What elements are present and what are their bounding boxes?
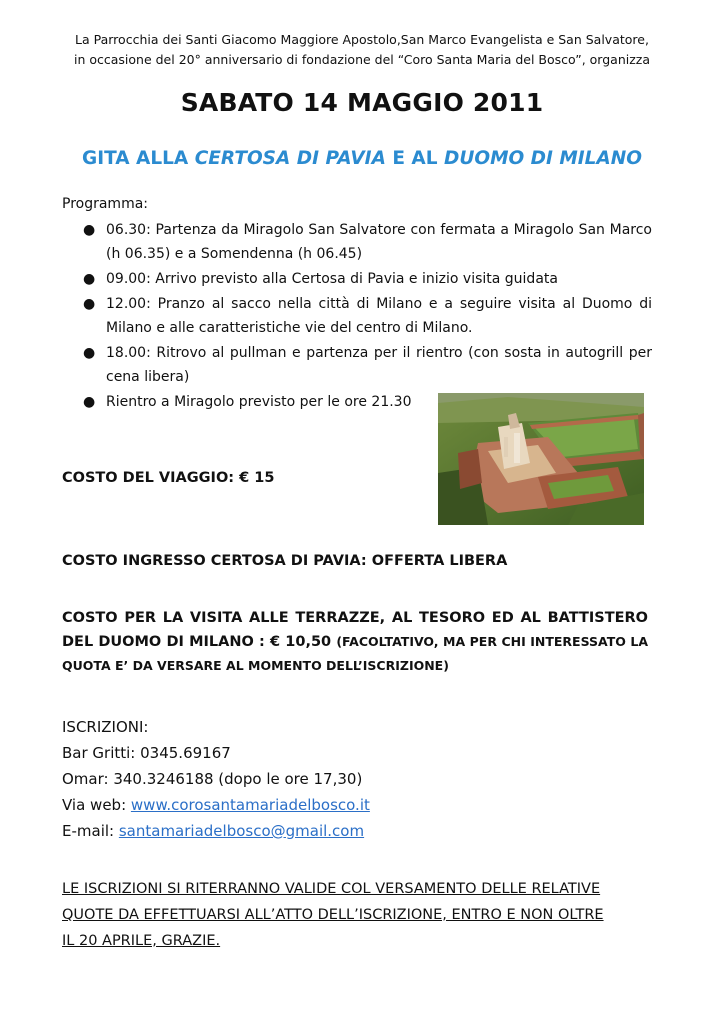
registration-bar: Bar Gritti: 0345.69167 — [62, 744, 231, 762]
bullet-icon: ● — [83, 345, 96, 361]
certosa-name: CERTOSA DI PAVIA — [194, 148, 386, 169]
program-item — [82, 267, 652, 291]
event-date-title: SABATO 14 MAGGIO 2011 — [180, 88, 544, 117]
program-item-text: 18.00: Ritrovo al pullman e partenza per il rientro (con sosta in autogrill per cena libera) — [106, 345, 652, 385]
bullet-icon: ● — [83, 394, 96, 410]
registration-web-row — [62, 792, 370, 818]
final-notice-line-1: LE ISCRIZIONI SI RITERRANNO VALIDE COL VERSAMENTO DELLE RELATIVE — [62, 881, 601, 897]
registration-title: ISCRIZIONI: — [62, 718, 149, 736]
registration-omar: Omar: 340.3246188 (dopo le ore 17,30) — [62, 770, 363, 788]
intro-line-2: in occasione del 20° anniversario di fondazione del “Coro Santa Maria del Bosco”, organizza — [73, 52, 650, 67]
program-item-text: 09.00: Arrivo previsto alla Certosa di Pavia e inizio visita guidata — [106, 271, 558, 287]
web-label: Via web: — [62, 796, 131, 814]
trip-title-part: E AL — [385, 148, 444, 169]
email-link[interactable]: santamariadelbosco@gmail.com — [118, 822, 365, 840]
registration-block — [62, 714, 370, 844]
final-notice — [62, 876, 648, 954]
program-item — [82, 341, 652, 389]
program-list — [82, 218, 652, 415]
final-notice-line-3: IL 20 APRILE, GRAZIE. — [62, 933, 221, 949]
trip-title-part: GITA ALLA — [82, 148, 195, 169]
terraces-cost — [62, 606, 648, 678]
program-item-text: 06.30: Partenza da Miragolo San Salvatore con fermata a Miragolo San Marco (h 06.35) e a Somendenna (h 06.45) — [106, 222, 652, 262]
email-label: E-mail: — [62, 822, 119, 840]
program-item — [82, 390, 436, 414]
bullet-icon: ● — [83, 271, 96, 287]
final-notice-line-2: QUOTE DA EFFETTUARSI ALL’ATTO DELL’ISCRIZIONE, ENTRO E NON OLTRE — [62, 907, 604, 923]
program-label: Programma: — [62, 196, 149, 212]
program-item — [82, 218, 652, 266]
program-item-text: 12.00: Pranzo al sacco nella città di Milano e a seguire visita al Duomo di Milano e alle caratteristiche vie del centro di Milano. — [106, 296, 652, 336]
terraces-cost-note: (FACOLTATIVO, MA PER CHI INTERESSATO LA QUOTA E’ DA VERSARE AL MOMENTO DELL’ISCRIZIONE) — [62, 634, 648, 673]
bullet-icon: ● — [83, 296, 96, 312]
program-item — [82, 292, 652, 340]
trip-title — [0, 148, 724, 169]
intro-line-1: La Parrocchia dei Santi Giacomo Maggiore Apostolo,San Marco Evangelista e San Salvatore, — [75, 32, 649, 47]
terraces-cost-main: COSTO PER LA VISITA ALLE TERRAZZE, AL TESORO ED AL BATTISTERO DEL DUOMO DI MILANO : € 10,50 — [62, 610, 648, 650]
intro-text — [40, 30, 684, 70]
certosa-aerial-photo — [438, 393, 644, 525]
registration-email-row — [62, 818, 370, 844]
certosa-entry-cost: COSTO INGRESSO CERTOSA DI PAVIA: OFFERTA LIBERA — [62, 553, 508, 569]
bullet-icon: ● — [83, 222, 96, 238]
program-item-text: Rientro a Miragolo previsto per le ore 21.30 — [106, 394, 412, 410]
website-link[interactable]: www.corosantamariadelbosco.it — [130, 796, 370, 814]
duomo-name: DUOMO DI MILANO — [443, 148, 642, 169]
trip-cost: COSTO DEL VIAGGIO: € 15 — [62, 470, 275, 486]
